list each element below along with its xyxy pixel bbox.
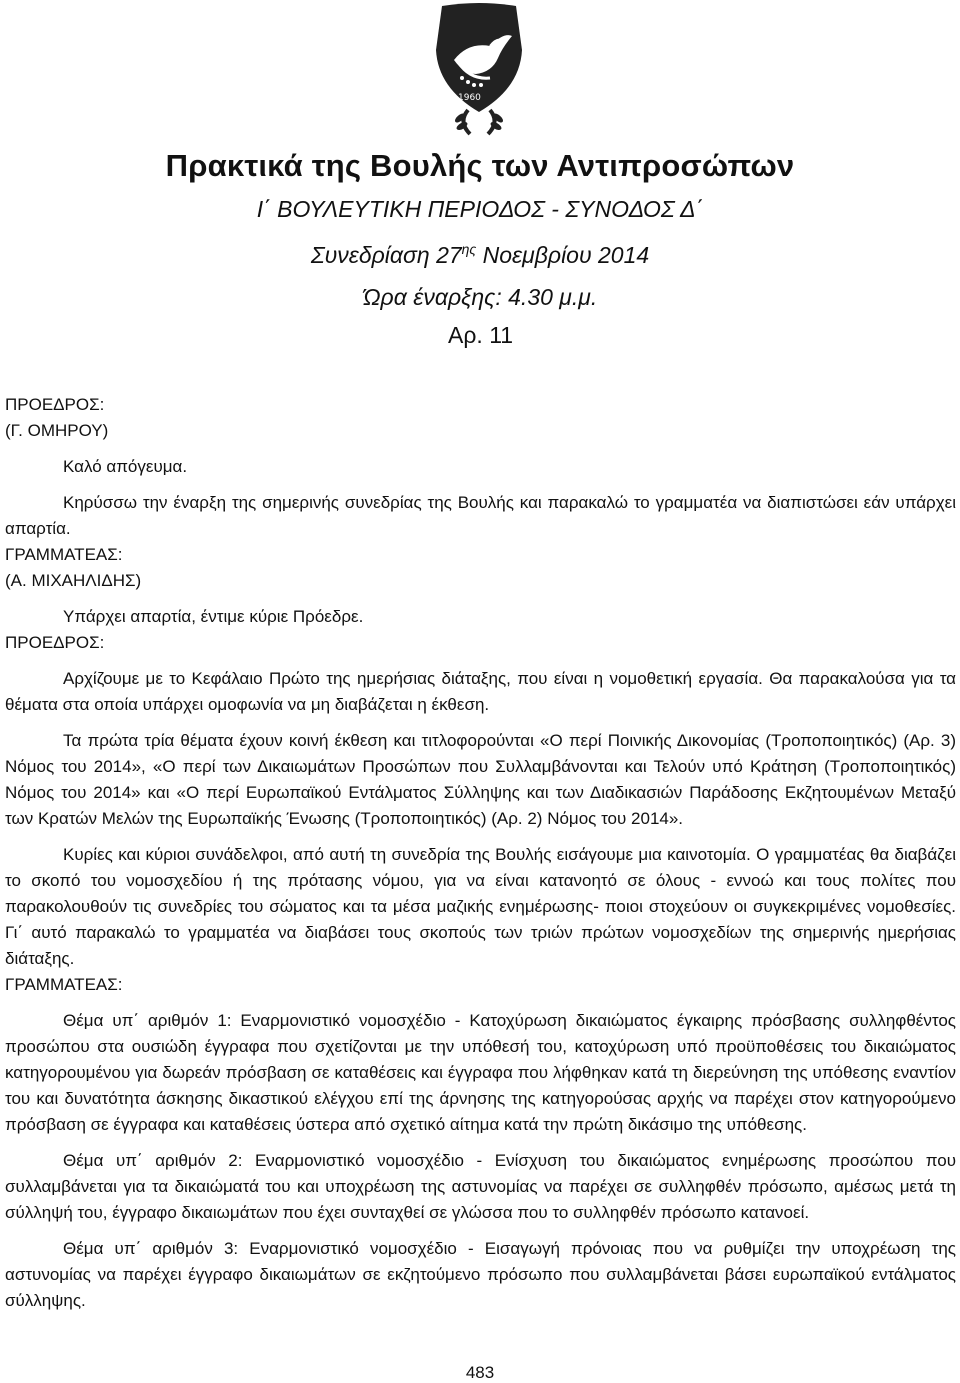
cyprus-emblem-icon <box>398 2 560 136</box>
session-date-prefix: Συνεδρίαση 27 <box>310 242 462 268</box>
paragraph: Καλό απόγευμα. <box>63 457 188 476</box>
parliamentary-period: Ι΄ ΒΟΥΛΕΥΤΙΚΗ ΠΕΡΙΟΔΟΣ - ΣΥΝΟΔΟΣ Δ΄ <box>256 196 704 222</box>
page-number: 483 <box>465 1363 495 1382</box>
paragraph: Αρχίζουμε με το Κεφάλαιο Πρώτο της ημερήσιας διάταξης, που είναι η νομοθετική εργασία. Θα παρακαλούσα για τα θέματα στα οποία υπάρχει ομοφωνία να μη διαβάζεται η έκθεση. <box>5 669 956 714</box>
paragraph: Κυρίες και κύριοι συνάδελφοι, από αυτή τη συνεδρία της Βουλής εισάγουμε μια καινοτομία. Ο γραμματέας θα διαβάζει το σκοπό του νομοσχεδίου ή της πρότασης νόμου, για να είναι κατανοητό σε όλους - εννοώ και τους πολίτες που παρακολουθούν τις συνεδρίες του σώματος και τα μέσα μαζικής ενημέρωσης- ποιοι στοχεύουν οι συγκεκριμένες νομοθεσίες. Γι΄ αυτό παρακαλώ το γραμματέα να διαβάσει τους σκοπούς των τριών πρώτων νομοσχεδίων της σημερινής ημερήσιας διάταξης. <box>5 845 956 968</box>
paragraph: Θέμα υπ΄ αριθμόν 2: Εναρμονιστικό νομοσχέδιο - Ενίσχυση του δικαιώματος ενημέρωσης προσώπου που συλλαμβάνεται για τα δικαιώματά του και υποχρέωση της αστυνομίας να παρέχει σε συλληφθέν πρόσωπο, αμέσως μετά τη σύλληψή του, έγγραφο δικαιωμάτων που έχει συνταχθεί σε γλώσσα που το συλληφθέν πρόσωπο κατανοεί. <box>5 1151 956 1222</box>
speaker-label: ΓΡΑΜΜΑΤΕΑΣ: <box>5 975 123 994</box>
document-number: Αρ. 11 <box>448 322 514 348</box>
speaker-name: (Α. ΜΙΧΑΗΛΙΔΗΣ) <box>5 571 142 590</box>
start-time: Ώρα έναρξης: 4.30 μ.μ. <box>362 284 598 310</box>
speaker-label: ΠΡΟΕΔΡΟΣ: <box>5 395 105 414</box>
speaker-name: (Γ. ΟΜΗΡΟΥ) <box>5 421 109 440</box>
paragraph: Υπάρχει απαρτία, έντιμε κύριε Πρόεδρε. <box>63 607 364 626</box>
speaker-label: ΠΡΟΕΔΡΟΣ: <box>5 633 105 652</box>
paragraph: Κηρύσσω την έναρξη της σημερινής συνεδρίας της Βουλής και παρακαλώ το γραμματέα να διαπιστώσει εάν υπάρχει απαρτία. <box>5 493 956 538</box>
emblem-year-text: 1960 <box>458 93 481 103</box>
session-date-suffix: Νοεμβρίου 2014 <box>476 242 650 268</box>
proceedings-body <box>5 392 956 1314</box>
paragraph: Τα πρώτα τρία θέματα έχουν κοινή έκθεση και τιτλοφορούνται «Ο περί Ποινικής Δικονομίας (Τροποποιητικός) (Αρ. 3) Νόμος του 2014», «Ο περί των Δικαιωμάτων Προσώπων που Συλλαμβάνονται και Τελούν υπό Κράτηση (Τροποποιητικός) Νόμος του 2014» και «Ο περί Ευρωπαϊκού Εντάλματος Σύλληψης και των Διαδικασιών Παράδοσης Εκζητουμένων Μεταξύ των Κρατών Μελών της Ευρωπαϊκής Ένωσης (Τροποποιητικός) (Αρ. 2) Νόμος του 2014». <box>5 731 956 828</box>
paragraph: Θέμα υπ΄ αριθμόν 1: Εναρμονιστικό νομοσχέδιο - Κατοχύρωση δικαιώματος έγκαιρης πρόσβασης συλληφθέντος προσώπου στα ουσιώδη έγγραφα που σχετίζονται με την υπόθεσή του, κατοχύρωση υπό προϋποθέσεις του δικαιώματος κατηγορουμένου για δωρεάν πρόσβαση σε καταθέσεις και έγγραφα που λήφθηκαν κατά τη διερεύνηση της υπόθεσης εναντίον του και δυνατότητα άσκησης δικαστικού ελέγχου επί της άρνησης της κατηγορούσας αρχής να παρέχει στον κατηγορούμενο πρόσβαση σε έγγραφα και καταθέσεις ύστερα από σχετικό αίτημα κατά την πρώτη δικάσιμο της υπόθεσης. <box>5 1011 956 1134</box>
session-date <box>0 241 960 269</box>
paragraph: Θέμα υπ΄ αριθμόν 3: Εναρμονιστικό νομοσχέδιο - Εισαγωγή πρόνοιας που να ρυθμίζει την υποχρέωση της αστυνομίας να παρέχει έγγραφο δικαιωμάτων σε εκζητούμενο πρόσωπο που συλλαμβάνεται βάσει ευρωπαϊκού εντάλματος σύλληψης. <box>5 1239 956 1310</box>
session-date-ordinal: ης <box>461 241 477 257</box>
document-title: Πρακτικά της Βουλής των Αντιπροσώπων <box>165 148 795 183</box>
speaker-label: ΓΡΑΜΜΑΤΕΑΣ: <box>5 545 123 564</box>
